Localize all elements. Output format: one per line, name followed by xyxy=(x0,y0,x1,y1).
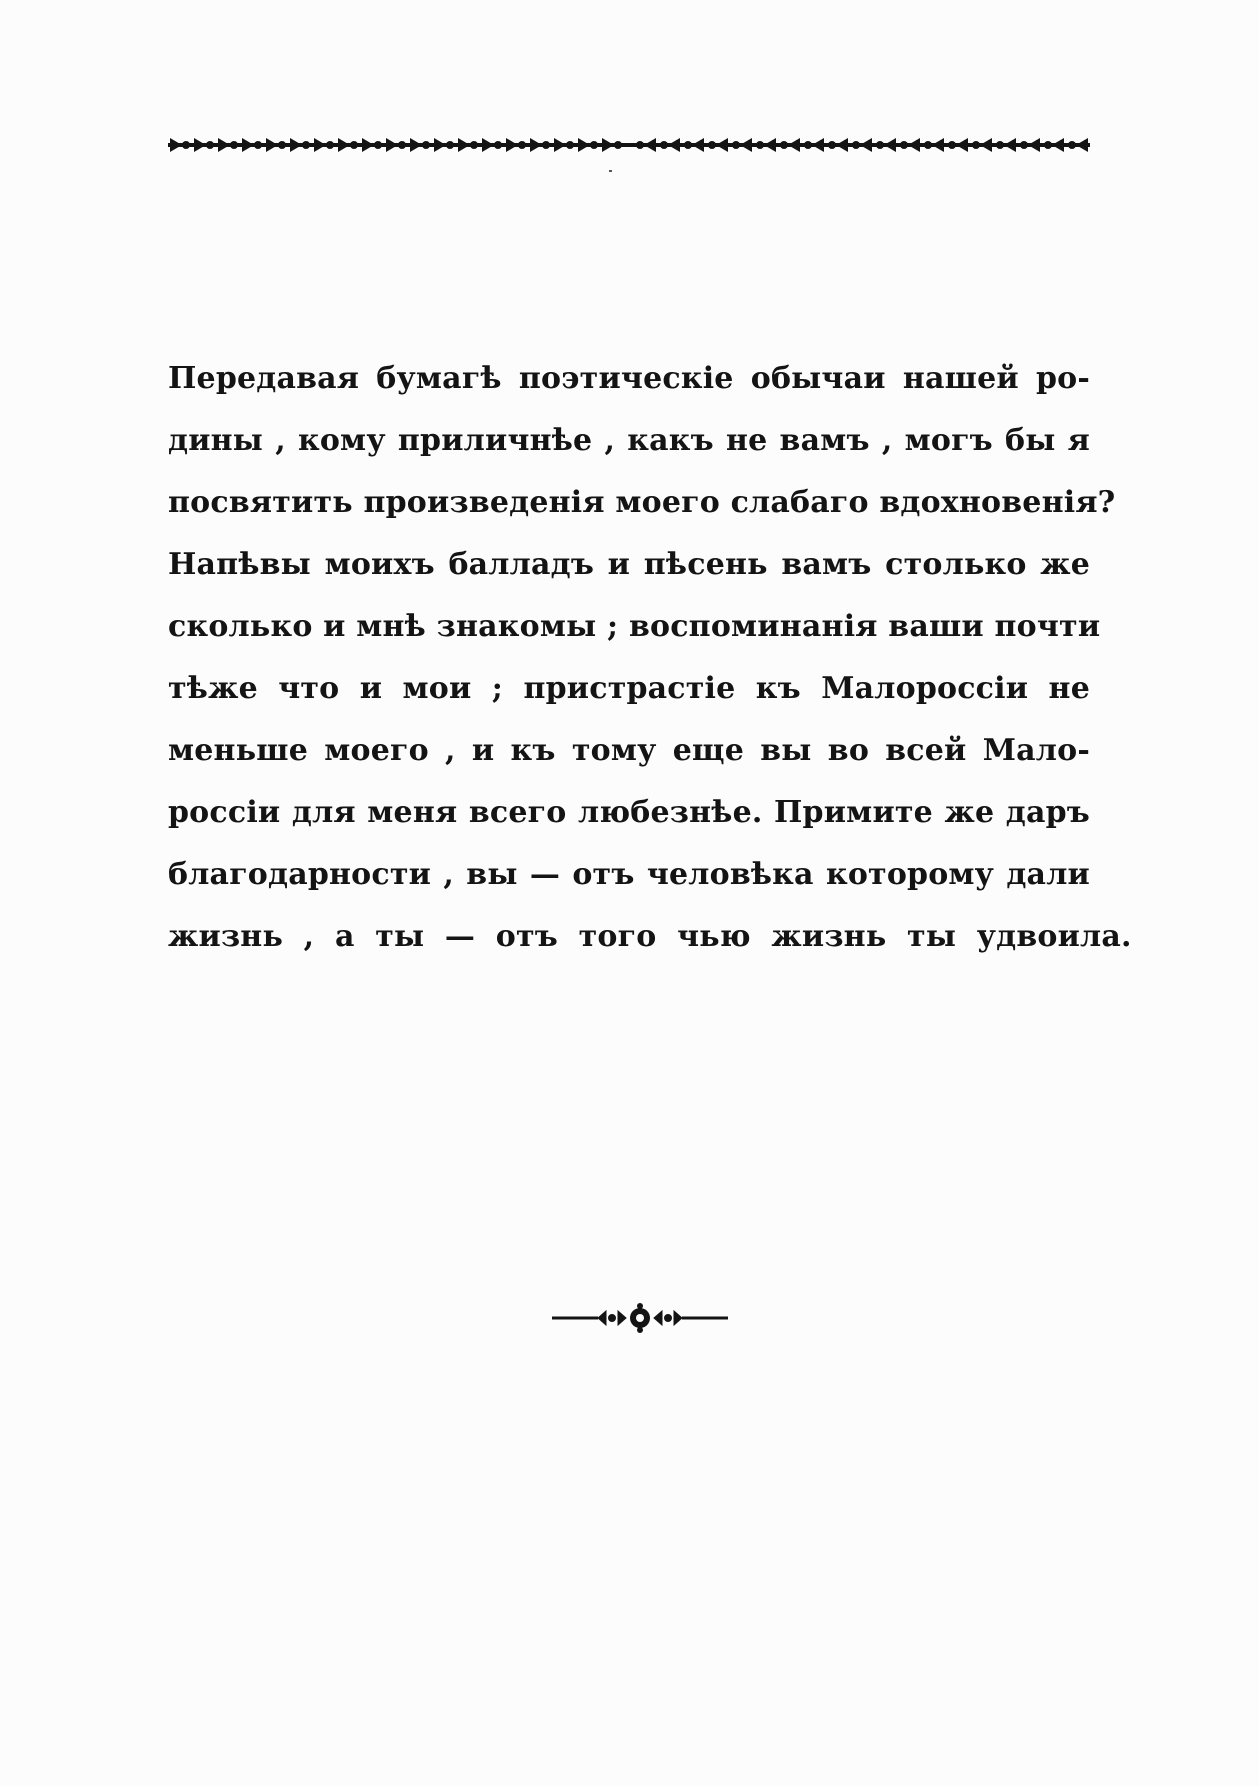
fleuron-icon xyxy=(550,1300,730,1336)
bottom-ornament xyxy=(550,1300,730,1336)
text-line: Напѣвы моихъ балладъ и пѣсень вамъ столько же xyxy=(168,547,1090,582)
text-line: Передавая бумагѣ поэтическіе обычаи нашей ро- xyxy=(168,361,1090,396)
border-ornament-icon xyxy=(168,134,1090,156)
text-line: посвятить произведенія моего слабаго вдохновенія? xyxy=(168,485,1116,520)
text-line: благодарности , вы — отъ человѣка которому дали xyxy=(168,857,1090,892)
text-line: сколько и мнѣ знакомы ; воспоминанія ваши почти xyxy=(168,609,1101,644)
dedication-text xyxy=(168,348,1132,968)
top-decorative-border xyxy=(168,134,1090,156)
text-line: россіи для меня всего любезнѣе. Примите же даръ xyxy=(168,795,1090,830)
scan-speck xyxy=(609,170,612,172)
text-line: меньше моего , и къ тому еще вы во всей Мало- xyxy=(168,733,1090,768)
text-line: тѣже что и мои ; пристрастіе къ Малороссіи не xyxy=(168,671,1090,706)
text-line: дины , кому приличнѣе , какъ не вамъ , могъ бы я xyxy=(168,423,1090,458)
text-line: жизнь , а ты — отъ того чью жизнь ты удвоила. xyxy=(168,919,1132,954)
